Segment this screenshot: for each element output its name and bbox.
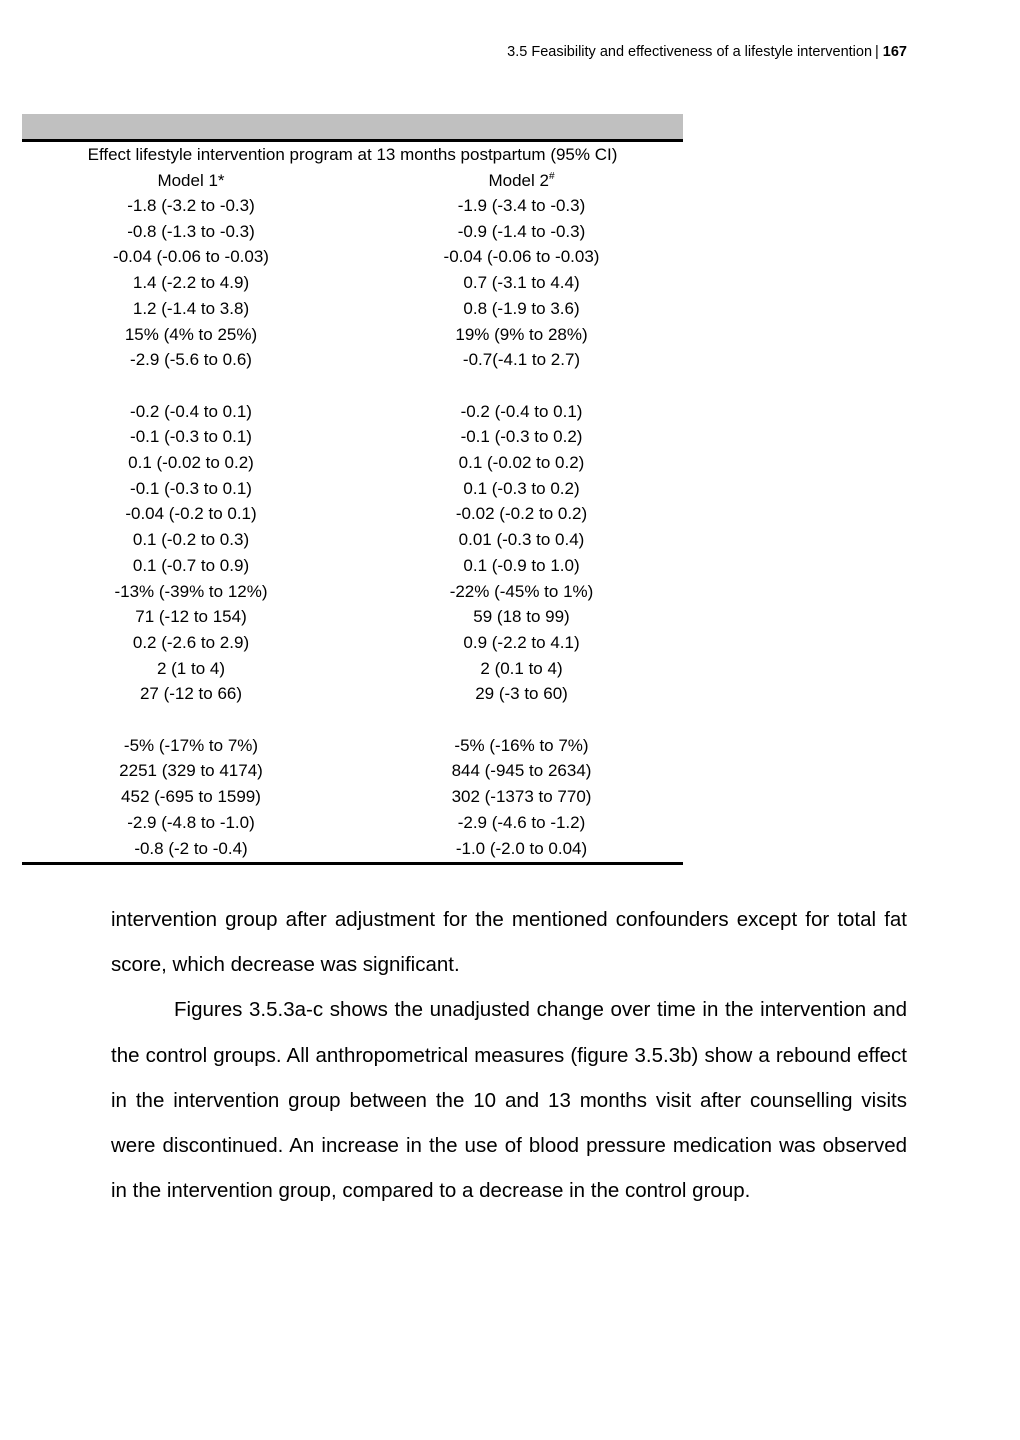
- model-2-value: 0.7 (-3.1 to 4.4): [463, 273, 580, 293]
- column-header-model-1: [22, 168, 360, 193]
- table-row: [22, 758, 683, 784]
- model-1-value: 71 (-12 to 154): [135, 607, 247, 627]
- section-title: 3.5 Feasibility and effectiveness of a lifestyle intervention: [507, 44, 873, 60]
- model-2-value: -0.7(-4.1 to 2.7): [462, 350, 581, 370]
- model-1-value: 0.1 (-0.2 to 0.3): [132, 530, 250, 550]
- model-1-value: -1.8 (-3.2 to -0.3): [127, 196, 255, 215]
- paragraph: Figures 3.5.3a-c shows the unadjusted change over time in the intervention and the control groups. All anthropometrical measures (figure 3.5.3b) show a rebound effect in the intervention group between the 10 and 13 months visit after counselling visits were discontinued. An increase in the use of blood pressure medication was observed in the intervention group, compared to a decrease in the control group.: [111, 998, 907, 1203]
- table-row: [22, 424, 683, 450]
- running-header: [507, 44, 907, 60]
- model-1-value: 0.1 (-0.02 to 0.2): [128, 453, 254, 473]
- model-2-value: 844 (-945 to 2634): [451, 761, 592, 781]
- model-1-value: 1.2 (-1.4 to 3.8): [132, 298, 250, 318]
- table-row: [22, 784, 683, 810]
- model-1-value: 0.2 (-2.6 to 2.9): [132, 632, 250, 652]
- table-row: [22, 656, 683, 682]
- model-1-value: -0.8 (-2 to -0.4): [134, 838, 248, 858]
- table-body: [22, 193, 683, 861]
- model-2-value: 302 (-1373 to 770): [451, 787, 592, 807]
- model-2-value: 59 (18 to 99): [473, 607, 570, 627]
- model-1-value: 452 (-695 to 1599): [121, 787, 261, 807]
- paragraph: intervention group after adjustment for the mentioned confounders except for total fat score, which decrease was significant.: [111, 908, 907, 977]
- model-2-value: -0.2 (-0.4 to 0.1): [460, 401, 583, 421]
- table-row: [22, 681, 683, 707]
- table-row: [22, 219, 683, 245]
- spacer-cell: [22, 707, 683, 733]
- table-row: [22, 244, 683, 270]
- table-row: [22, 810, 683, 836]
- model-1-value: 2251 (329 to 4174): [119, 761, 263, 781]
- table-row: [22, 296, 683, 322]
- model-2-value: -22% (-45% to 1%): [449, 581, 594, 601]
- body-text: [111, 897, 907, 1213]
- model-1-value: -0.1 (-0.3 to 0.1): [130, 478, 252, 498]
- model-2-value: 0.1 (-0.02 to 0.2): [458, 453, 585, 473]
- table-row: [22, 322, 683, 348]
- model-2-value: 29 (-3 to 60): [475, 684, 568, 704]
- model-2-value: 0.9 (-2.2 to 4.1): [463, 632, 580, 652]
- model-1-value: -0.04 (-0.06 to -0.03): [113, 247, 269, 267]
- model-2-value: -5% (-16% to 7%): [454, 735, 589, 755]
- model-1-value: 15% (4% to 25%): [124, 324, 258, 344]
- model-2-value: 0.01 (-0.3 to 0.4): [458, 530, 585, 550]
- model-2-value: -0.04 (-0.06 to -0.03): [443, 247, 600, 267]
- spacer-cell: [22, 373, 683, 399]
- table-row: [22, 836, 683, 862]
- model-2-value: -1.0 (-2.0 to 0.04): [455, 838, 588, 858]
- model-2-value: -0.1 (-0.3 to 0.2): [460, 427, 583, 447]
- model-2-value: 19% (9% to 28%): [455, 324, 588, 344]
- page-number: 167: [882, 44, 907, 60]
- footnote-mark: *: [217, 171, 225, 190]
- model-1-value: -2.9 (-5.6 to 0.6): [130, 350, 252, 370]
- model-1-value: 0.1 (-0.7 to 0.9): [132, 555, 250, 575]
- model-2-value: 2 (0.1 to 4): [480, 658, 563, 678]
- model-1-value: -0.04 (-0.2 to 0.1): [125, 504, 257, 524]
- model-1-value: 27 (-12 to 66): [139, 684, 243, 704]
- table-row: [22, 476, 683, 502]
- model-1-value: 1.4 (-2.2 to 4.9): [132, 273, 250, 293]
- table-row: [22, 270, 683, 296]
- table-bottom-rule: [22, 862, 683, 865]
- column-header-model-2: [360, 168, 683, 193]
- results-table: [22, 142, 683, 861]
- model-2-value: -1.9 (-3.4 to -0.3): [457, 196, 586, 215]
- results-table-container: [22, 114, 683, 865]
- table-caption: Effect lifestyle intervention program at 13 months postpartum (95% CI): [87, 145, 618, 164]
- model-1-value: -5% (-17% to 7%): [123, 735, 259, 755]
- model-2-value: 0.1 (-0.3 to 0.2): [463, 478, 580, 498]
- group-spacer: [22, 373, 683, 399]
- column-label: Model 1: [157, 171, 218, 190]
- table-row: [22, 347, 683, 373]
- table-row: [22, 527, 683, 553]
- model-1-value: -0.2 (-0.4 to 0.1): [130, 401, 252, 421]
- model-1-value: -0.8 (-1.3 to -0.3): [127, 221, 255, 241]
- model-1-value: 2 (1 to 4): [156, 658, 226, 678]
- table-row: [22, 399, 683, 425]
- table-row: [22, 193, 683, 219]
- model-2-value: -0.9 (-1.4 to -0.3): [457, 221, 586, 241]
- header-separator: |: [875, 44, 879, 60]
- table-row: [22, 553, 683, 579]
- model-2-value: -0.02 (-0.2 to 0.2): [455, 504, 588, 524]
- table-row: [22, 733, 683, 759]
- table-row: [22, 450, 683, 476]
- table-row: [22, 604, 683, 630]
- group-spacer: [22, 707, 683, 733]
- table-row: [22, 501, 683, 527]
- table-row: [22, 579, 683, 605]
- table-row: [22, 630, 683, 656]
- model-1-value: -2.9 (-4.8 to -1.0): [127, 812, 255, 832]
- footnote-mark: #: [548, 171, 555, 182]
- model-1-value: -13% (-39% to 12%): [114, 581, 268, 601]
- model-2-value: -2.9 (-4.6 to -1.2): [457, 812, 586, 832]
- model-2-value: 0.1 (-0.9 to 1.0): [463, 555, 580, 575]
- table-header-band: [22, 114, 683, 139]
- model-1-value: -0.1 (-0.3 to 0.1): [130, 427, 252, 447]
- model-2-value: 0.8 (-1.9 to 3.6): [463, 298, 580, 318]
- column-label: Model 2: [488, 171, 549, 190]
